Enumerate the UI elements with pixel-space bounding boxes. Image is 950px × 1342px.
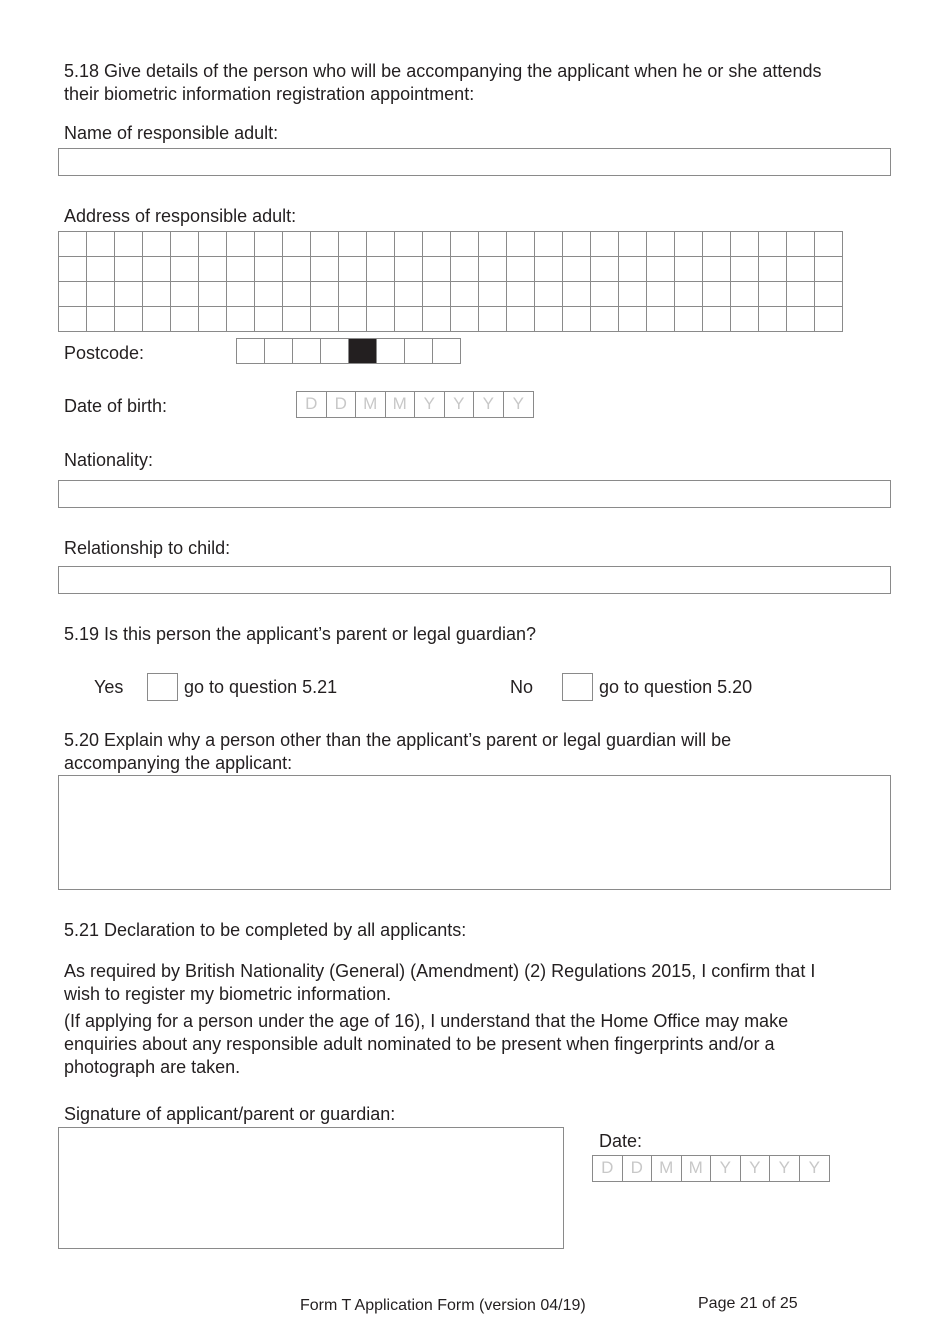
char-cell[interactable] (787, 232, 815, 257)
char-cell[interactable] (703, 307, 731, 332)
char-cell[interactable] (647, 232, 675, 257)
char-cell[interactable] (339, 282, 367, 307)
char-cell[interactable] (647, 307, 675, 332)
char-cell[interactable] (451, 282, 479, 307)
date-digit-placeholder: M (386, 392, 416, 417)
char-cell[interactable] (339, 257, 367, 282)
char-cell[interactable] (199, 282, 227, 307)
char-cell[interactable] (591, 257, 619, 282)
char-cell[interactable] (199, 307, 227, 332)
char-cell[interactable] (171, 282, 199, 307)
char-cell[interactable] (731, 307, 759, 332)
char-cell[interactable] (395, 232, 423, 257)
char-cell[interactable] (507, 282, 535, 307)
char-cell[interactable] (451, 257, 479, 282)
char-cell[interactable] (115, 257, 143, 282)
postcode-grid[interactable] (236, 338, 461, 364)
char-cell[interactable] (311, 257, 339, 282)
char-cell[interactable] (115, 307, 143, 332)
char-cell[interactable] (479, 257, 507, 282)
char-cell[interactable] (507, 257, 535, 282)
char-cell[interactable] (815, 232, 843, 257)
char-cell[interactable] (321, 339, 349, 364)
date-digit-placeholder: Y (512, 394, 524, 413)
char-cell[interactable] (675, 282, 703, 307)
char-cell[interactable] (115, 282, 143, 307)
char-cell[interactable] (535, 257, 563, 282)
char-cell[interactable] (619, 282, 647, 307)
char-cell[interactable] (199, 232, 227, 257)
char-cell[interactable] (87, 307, 115, 332)
char-cell[interactable] (87, 257, 115, 282)
date-digit-placeholder: Y (415, 392, 445, 417)
char-cell[interactable] (787, 257, 815, 282)
char-cell[interactable] (619, 307, 647, 332)
char-cell[interactable] (619, 232, 647, 257)
relationship-input-box[interactable] (58, 566, 891, 594)
char-cell[interactable] (283, 282, 311, 307)
char-cell[interactable] (199, 257, 227, 282)
char-cell[interactable] (283, 307, 311, 332)
char-cell[interactable] (563, 257, 591, 282)
declaration-para2-line2: enquiries about any responsible adult nominated to be present when fingerprints and/or a (64, 1034, 775, 1054)
char-cell[interactable] (433, 339, 461, 364)
question-5-18-line2: their biometric information registration appointment: (64, 84, 475, 104)
char-cell[interactable] (451, 232, 479, 257)
char-cell[interactable] (59, 232, 87, 257)
char-cell[interactable] (283, 232, 311, 257)
date-digit-placeholder: Y (741, 1156, 771, 1181)
char-cell[interactable] (171, 232, 199, 257)
nationality-input-box[interactable] (58, 480, 891, 508)
question-5-21: 5.21 Declaration to be completed by all applicants: (64, 920, 467, 940)
char-cell[interactable] (395, 307, 423, 332)
char-cell[interactable] (703, 282, 731, 307)
char-cell[interactable] (563, 307, 591, 332)
char-cell[interactable] (591, 307, 619, 332)
char-cell[interactable] (787, 307, 815, 332)
char-cell[interactable] (731, 257, 759, 282)
char-cell[interactable] (423, 232, 451, 257)
question-5-20-line1: 5.20 Explain why a person other than the applicant’s parent or legal guardian will be (64, 730, 732, 750)
char-cell[interactable] (535, 307, 563, 332)
date-digit-placeholder: Y (808, 1158, 820, 1177)
name-input-box[interactable] (58, 148, 891, 176)
signature-label: Signature of applicant/parent or guardian: (64, 1104, 396, 1124)
char-cell[interactable] (507, 232, 535, 257)
signature-box[interactable] (58, 1127, 564, 1249)
date-digit-placeholder: M (356, 392, 386, 417)
char-cell[interactable] (237, 339, 265, 364)
char-cell[interactable] (87, 282, 115, 307)
question-5-19: 5.19 Is this person the applicant’s parent or legal guardian? (64, 624, 536, 644)
char-cell[interactable] (563, 282, 591, 307)
char-cell[interactable] (227, 257, 255, 282)
char-cell[interactable] (367, 257, 395, 282)
char-cell[interactable] (479, 282, 507, 307)
char-cell[interactable] (787, 282, 815, 307)
declaration-para1-line1: As required by British Nationality (General) (Amendment) (2) Regulations 2015, I confirm that I (64, 961, 816, 981)
char-cell[interactable] (255, 307, 283, 332)
char-cell[interactable] (619, 257, 647, 282)
char-cell[interactable] (59, 257, 87, 282)
relationship-label: Relationship to child: (64, 538, 231, 558)
date-digit-placeholder: D (327, 392, 357, 417)
char-cell[interactable] (395, 282, 423, 307)
date-digit-placeholder: Y (445, 392, 475, 417)
char-cell[interactable] (423, 282, 451, 307)
char-cell[interactable] (227, 282, 255, 307)
char-cell[interactable] (731, 232, 759, 257)
address-label: Address of responsible adult: (64, 206, 297, 226)
char-cell[interactable] (255, 282, 283, 307)
date-digit-placeholder: Y (711, 1156, 741, 1181)
address-grid[interactable] (58, 231, 843, 332)
char-cell[interactable] (59, 307, 87, 332)
char-cell[interactable] (255, 232, 283, 257)
char-cell[interactable] (377, 339, 405, 364)
declaration-para2-line3: photograph are taken. (64, 1057, 241, 1077)
char-cell[interactable] (507, 307, 535, 332)
char-cell[interactable] (451, 307, 479, 332)
char-cell[interactable] (143, 282, 171, 307)
date-digit-placeholder: M (682, 1156, 712, 1181)
char-cell[interactable] (815, 257, 843, 282)
char-cell[interactable] (535, 232, 563, 257)
yes-checkbox[interactable] (147, 673, 178, 701)
char-cell[interactable] (395, 257, 423, 282)
date-input-box[interactable] (592, 1155, 830, 1182)
char-cell[interactable] (143, 232, 171, 257)
footer-page-number: Page 21 of 25 (698, 1295, 798, 1312)
char-cell[interactable] (423, 307, 451, 332)
char-cell[interactable] (143, 307, 171, 332)
nationality-label: Nationality: (64, 450, 154, 470)
question-5-18-line1: 5.18 Give details of the person who will be accompanying the applicant when he or she attends (64, 61, 822, 81)
char-cell[interactable] (227, 307, 255, 332)
char-cell[interactable] (339, 307, 367, 332)
char-cell[interactable] (759, 232, 787, 257)
char-cell[interactable] (759, 257, 787, 282)
date-digit-placeholder: M (652, 1156, 682, 1181)
declaration-para1-line2: wish to register my biometric information. (64, 984, 392, 1004)
char-cell[interactable] (731, 282, 759, 307)
char-cell[interactable] (563, 232, 591, 257)
date-digit-placeholder: D (297, 392, 327, 417)
char-cell[interactable] (703, 257, 731, 282)
char-cell[interactable] (59, 282, 87, 307)
char-cell[interactable] (675, 232, 703, 257)
no-checkbox[interactable] (562, 673, 593, 701)
char-cell[interactable] (87, 232, 115, 257)
char-cell[interactable] (171, 307, 199, 332)
char-cell[interactable] (311, 307, 339, 332)
char-cell[interactable] (265, 339, 293, 364)
declaration-para2-line1: (If applying for a person under the age of 16), I understand that the Home Office may make (64, 1011, 789, 1031)
char-cell[interactable] (535, 282, 563, 307)
yes-label: Yes (94, 677, 124, 697)
char-cell[interactable] (405, 339, 433, 364)
question-5-20-line2: accompanying the applicant: (64, 753, 293, 773)
blocked-cell (349, 339, 377, 364)
char-cell[interactable] (591, 282, 619, 307)
char-cell[interactable] (311, 282, 339, 307)
char-cell[interactable] (479, 307, 507, 332)
char-cell[interactable] (171, 257, 199, 282)
no-label: No (510, 677, 534, 697)
char-cell[interactable] (339, 232, 367, 257)
char-cell[interactable] (115, 232, 143, 257)
char-cell[interactable] (647, 282, 675, 307)
postcode-label: Postcode: (64, 343, 145, 363)
char-cell[interactable] (675, 307, 703, 332)
char-cell[interactable] (255, 257, 283, 282)
no-goto-text: go to question 5.20 (599, 677, 753, 697)
char-cell[interactable] (479, 232, 507, 257)
char-cell[interactable] (815, 307, 843, 332)
char-cell[interactable] (143, 257, 171, 282)
date-digit-placeholder: Y (770, 1156, 800, 1181)
dob-label: Date of birth: (64, 396, 168, 416)
footer-form-name: Form T Application Form (version 04/19) (300, 1297, 586, 1314)
date-label: Date: (599, 1131, 643, 1151)
char-cell[interactable] (647, 257, 675, 282)
char-cell[interactable] (283, 257, 311, 282)
yes-goto-text: go to question 5.21 (184, 677, 338, 697)
explanation-input-box[interactable] (58, 775, 891, 890)
char-cell[interactable] (759, 307, 787, 332)
char-cell[interactable] (703, 232, 731, 257)
name-label: Name of responsible adult: (64, 123, 279, 143)
char-cell[interactable] (367, 307, 395, 332)
date-digit-placeholder: Y (474, 392, 504, 417)
dob-input-box[interactable] (296, 391, 534, 418)
date-digit-placeholder: D (593, 1156, 623, 1181)
char-cell[interactable] (675, 257, 703, 282)
char-cell[interactable] (759, 282, 787, 307)
char-cell[interactable] (815, 282, 843, 307)
char-cell[interactable] (227, 232, 255, 257)
char-cell[interactable] (311, 232, 339, 257)
char-cell[interactable] (423, 257, 451, 282)
char-cell[interactable] (367, 282, 395, 307)
char-cell[interactable] (591, 232, 619, 257)
char-cell[interactable] (367, 232, 395, 257)
char-cell[interactable] (293, 339, 321, 364)
date-digit-placeholder: D (623, 1156, 653, 1181)
